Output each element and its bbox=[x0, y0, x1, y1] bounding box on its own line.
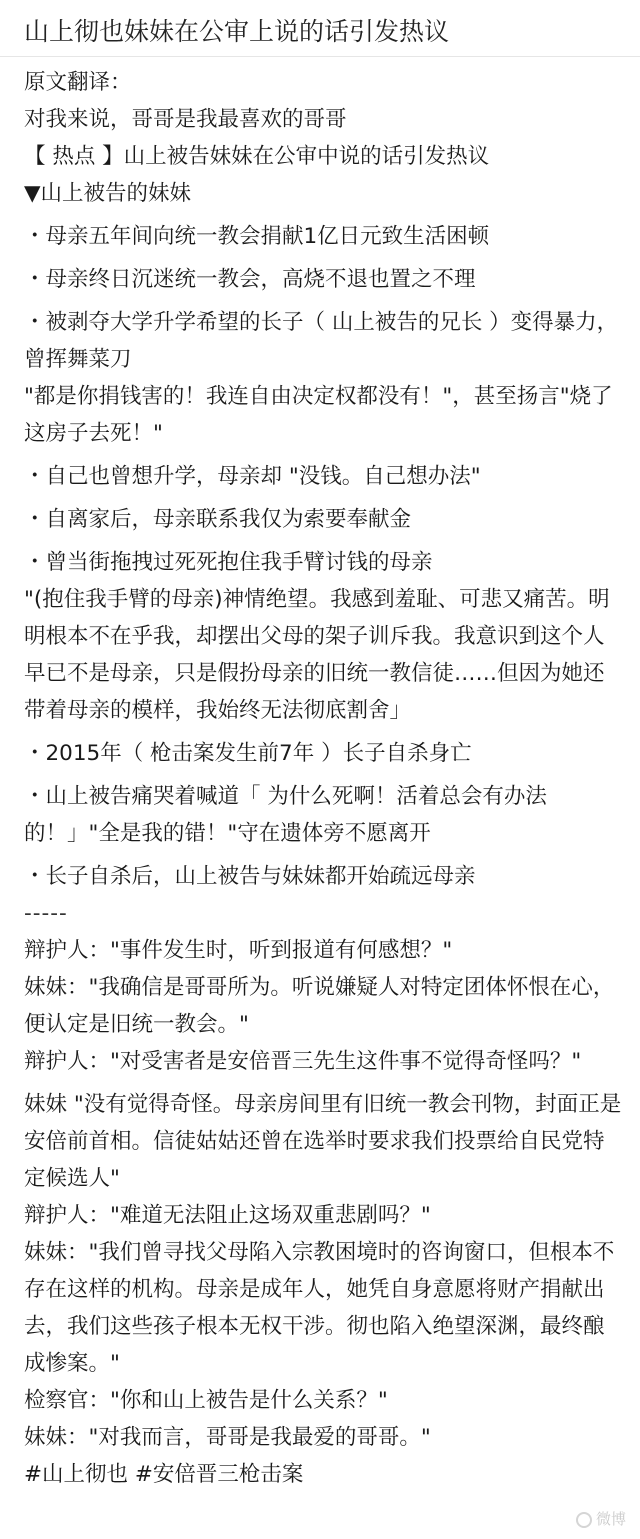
dialogue-line: 妹妹："我确信是哥哥所为。听说嫌疑人对特定团体怀恨在心，便认定是旧统一教会。" bbox=[24, 975, 615, 1037]
text-line: 【 热点 】山上被告妹妹在公审中说的话引发热议 bbox=[24, 144, 490, 169]
bullet-line: ・长子自杀后，山上被告与妹妹都开始疏远母亲 bbox=[24, 864, 476, 889]
dialogue-line: 检察官："你和山上被告是什么关系？" bbox=[24, 1388, 388, 1413]
post-body bbox=[24, 64, 624, 1493]
text-line: 对我来说，哥哥是我最喜欢的哥哥 bbox=[24, 107, 347, 132]
bullet-line: ・被剥夺大学升学希望的长子（ 山上被告的兄长 ）变得暴力，曾挥舞菜刀 bbox=[24, 310, 619, 372]
dialogue-line: 妹妹："我们曾寻找父母陷入宗教困境时的咨询窗口，但根本不存在这样的机构。母亲是成年人，她凭自身意愿将财产捐献出去，我们这些孩子根本无权干涉。彻也陷入绝望深渊，最终酿成惨案。" bbox=[24, 1240, 615, 1376]
text-line: 原文翻译： bbox=[24, 70, 132, 95]
dialogue-line: 辩护人："对受害者是安倍晋三先生这件事不觉得奇怪吗？" bbox=[24, 1049, 582, 1074]
quote-line: "都是你捐钱害的！我连自由决定权都没有！"，甚至扬言"烧了这房子去死！" bbox=[24, 384, 613, 446]
dialogue-line: 辩护人："事件发生时，听到报道有何感想？" bbox=[24, 938, 453, 963]
bullet-line: ・2015年（ 枪击案发生前7年 ）长子自杀身亡 bbox=[24, 741, 472, 766]
watermark bbox=[576, 1508, 626, 1529]
bullet-line: ・山上被告痛哭着喊道「 为什么死啊！活着总会有办法的！」"全是我的错！"守在遗体旁不愿离开 bbox=[24, 784, 547, 846]
text-line: ▼山上被告的妹妹 bbox=[24, 181, 192, 206]
bullet-line: ・母亲终日沉迷统一教会，高烧不退也置之不理 bbox=[24, 267, 476, 292]
post-title: 山上彻也妹妹在公审上说的话引发热议 bbox=[24, 17, 450, 46]
quote-line: "(抱住我手臂的母亲)神情绝望。我感到羞耻、可悲又痛苦。明明根本不在乎我，却摆出父母的架子训斥我。我意识到这个人早已不是母亲，只是假扮母亲的旧统一教信徒……但因为她还带着母亲的模样，我始终无法彻底割舍」 bbox=[24, 587, 610, 723]
watermark-text: 微博 bbox=[595, 1510, 626, 1528]
bullet-line: ・曾当街拖拽过死死抱住我手臂讨钱的母亲 bbox=[24, 550, 433, 575]
weibo-logo-icon bbox=[576, 1512, 592, 1528]
title-divider bbox=[0, 56, 640, 57]
dialogue-line: 妹妹："对我而言，哥哥是我最爱的哥哥。" bbox=[24, 1425, 431, 1450]
bullet-line: ・自离家后，母亲联系我仅为索要奉献金 bbox=[24, 507, 412, 532]
dialogue-line: 辩护人："难道无法阻止这场双重悲剧吗？" bbox=[24, 1203, 431, 1228]
dialogue-line: 妹妹 "没有觉得奇怪。母亲房间里有旧统一教会刊物，封面正是安倍前首相。信徒姑姑还曾在选举时要求我们投票给自民党特定候选人" bbox=[24, 1092, 622, 1191]
section-divider-dashes: ----- bbox=[24, 901, 68, 926]
hashtag-line: #山上彻也 #安倍晋三枪击案 bbox=[24, 1462, 304, 1487]
bullet-line: ・母亲五年间向统一教会捐献1亿日元致生活困顿 bbox=[24, 224, 490, 249]
bullet-line: ・自己也曾想升学，母亲却 "没钱。自己想办法" bbox=[24, 464, 481, 489]
